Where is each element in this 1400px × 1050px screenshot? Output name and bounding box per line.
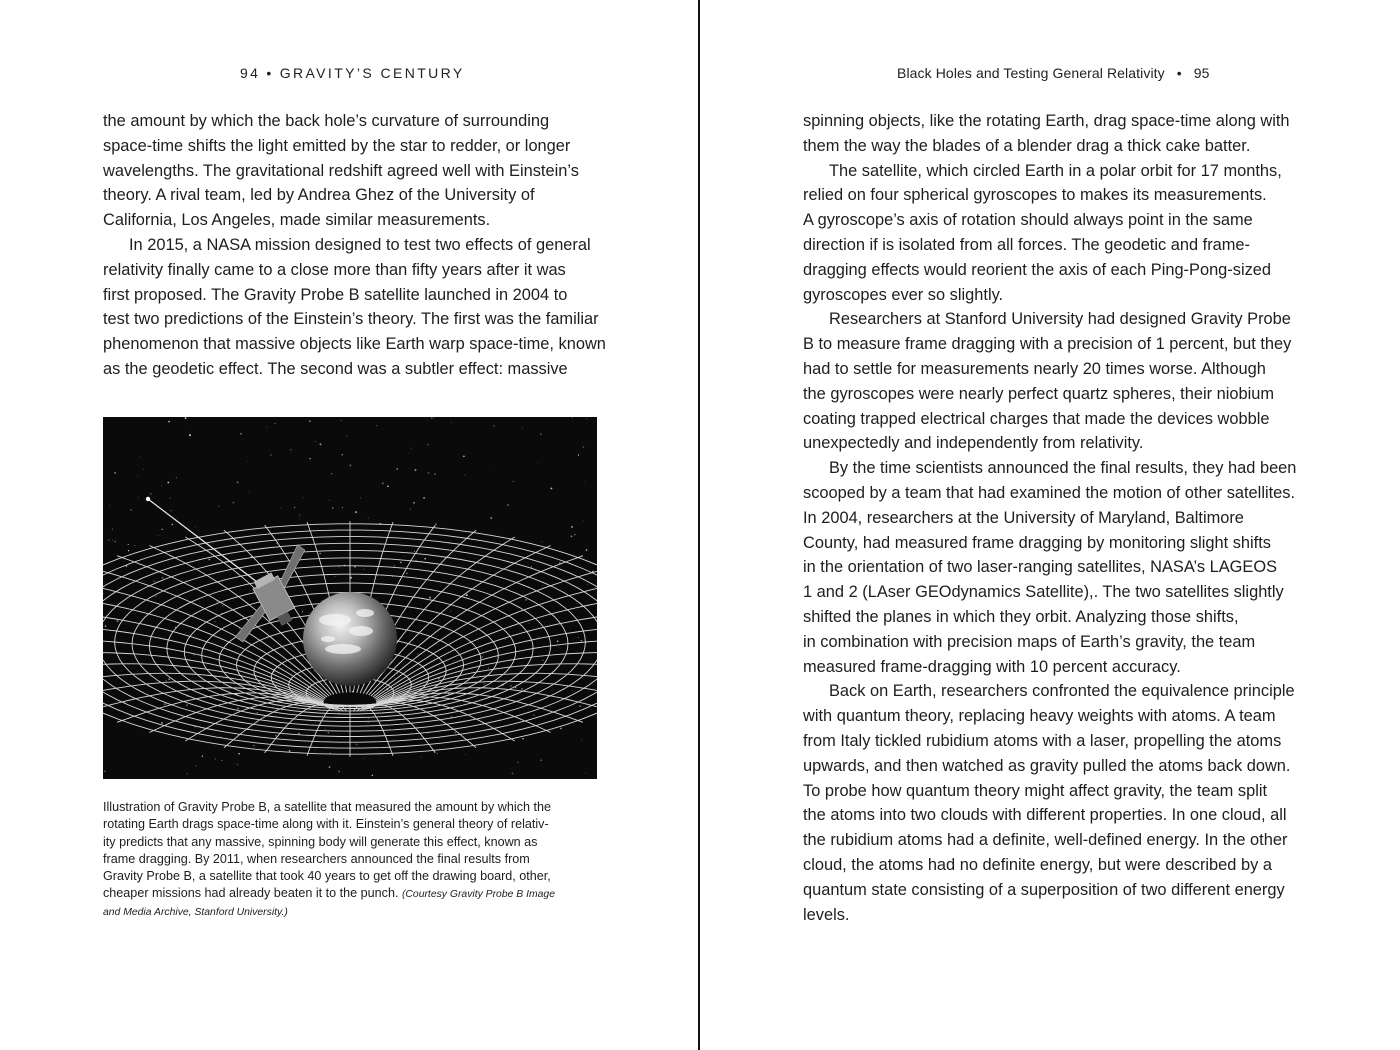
- body-line: The satellite, which circled Earth in a polar orbit for 17 months,: [829, 161, 1282, 180]
- star: [233, 502, 235, 504]
- star: [141, 736, 142, 737]
- star: [417, 654, 418, 655]
- star: [329, 500, 330, 501]
- star: [426, 419, 427, 420]
- star: [165, 680, 167, 682]
- body-line: By the time scientists announced the final results, they had been: [829, 459, 1297, 478]
- body-line: shifted the planes in which they orbit. Analyzing those shifts,: [803, 607, 1239, 626]
- star: [493, 425, 494, 426]
- left-book-title: GRAVITY’S CENTURY: [279, 65, 465, 81]
- star: [355, 511, 357, 513]
- body-line: unexpectedly and independently from relativity.: [803, 434, 1144, 453]
- star: [482, 656, 483, 657]
- star: [488, 667, 489, 668]
- star: [222, 605, 223, 606]
- star: [270, 454, 272, 456]
- star: [302, 611, 303, 612]
- right-page-number: 95: [1193, 65, 1210, 81]
- star: [513, 634, 514, 635]
- star: [237, 708, 239, 710]
- star: [544, 622, 545, 623]
- left-page: [0, 0, 698, 1050]
- star: [168, 678, 169, 679]
- star: [158, 535, 159, 536]
- star: [541, 541, 542, 542]
- body-line: direction if is isolated from all forces. The geodetic and frame-: [803, 235, 1251, 254]
- body-line: In 2004, researchers at the University of Maryland, Baltimore: [803, 508, 1244, 527]
- star: [411, 448, 412, 449]
- star: [350, 577, 352, 579]
- body-line: from Italy tickled rubidium atoms with a laser, propelling the atoms: [803, 731, 1282, 750]
- star: [429, 597, 431, 599]
- body-line: in combination with precision maps of Earth’s gravity, the team: [803, 632, 1256, 651]
- star: [328, 732, 329, 733]
- star: [410, 508, 411, 509]
- body-line: gyroscopes ever so slightly.: [803, 285, 1004, 304]
- star: [581, 740, 582, 741]
- star: [409, 468, 410, 469]
- star: [338, 771, 340, 773]
- star: [541, 760, 542, 761]
- star: [319, 553, 320, 554]
- star: [364, 569, 365, 570]
- star: [368, 722, 369, 723]
- star: [299, 519, 300, 520]
- star: [221, 760, 222, 761]
- star: [168, 421, 170, 423]
- star: [266, 427, 267, 428]
- body-line: space-time shifts the light emitted by the star to redder, or longer: [103, 136, 571, 155]
- star: [322, 600, 323, 601]
- body-line: In 2015, a NASA mission designed to test two effects of general: [129, 235, 591, 254]
- body-line: upwards, and then watched as gravity pulled the atoms back down.: [803, 756, 1291, 775]
- body-line: first proposed. The Gravity Probe B satellite launched in 2004 to: [103, 285, 568, 304]
- star: [454, 661, 455, 662]
- star: [112, 528, 113, 529]
- star: [249, 491, 250, 492]
- star: [550, 487, 552, 489]
- body-line: 1 and 2 (LAser GEOdynamics Satellite),. The two satellites slightly: [803, 583, 1284, 602]
- body-line: had to settle for measurements nearly 20 times worse. Although: [803, 359, 1266, 378]
- star: [583, 446, 585, 448]
- star: [186, 430, 187, 431]
- star: [496, 667, 497, 668]
- star: [572, 417, 573, 418]
- body-line: theory. A rival team, led by Andrea Ghez of the University of: [103, 186, 535, 205]
- star: [161, 485, 162, 486]
- star: [112, 540, 113, 541]
- star: [538, 637, 539, 638]
- star: [414, 551, 415, 552]
- star: [571, 526, 573, 528]
- star: [579, 705, 581, 707]
- gravity-probe-b-illustration: [103, 417, 597, 779]
- star: [214, 621, 215, 622]
- star: [172, 524, 174, 526]
- star: [421, 757, 422, 758]
- body-line: Researchers at Stanford University had designed Gravity Probe: [829, 310, 1291, 329]
- star: [155, 596, 156, 597]
- star: [437, 753, 438, 754]
- star: [490, 517, 492, 519]
- star: [294, 507, 295, 508]
- star: [153, 580, 155, 582]
- caption-line: Illustration of Gravity Probe B, a satellite that measured the amount by which the: [103, 800, 552, 814]
- body-line: the atoms into two clouds with different properties. In one cloud, all: [803, 806, 1287, 825]
- star: [542, 660, 543, 661]
- body-line: the amount by which the back hole’s curvature of surrounding: [103, 112, 550, 130]
- star: [538, 463, 539, 464]
- star: [451, 611, 452, 612]
- star: [360, 498, 361, 499]
- star: [248, 778, 249, 779]
- star: [275, 423, 276, 424]
- star: [484, 683, 486, 685]
- star: [342, 507, 343, 508]
- star: [240, 433, 242, 435]
- left-running-head: [240, 65, 465, 81]
- caption-text: cheaper missions had already beaten it to the punch.: [103, 886, 399, 901]
- star: [531, 566, 532, 567]
- star: [560, 728, 562, 730]
- star: [329, 766, 331, 768]
- left-page-number: 94: [240, 65, 261, 81]
- star: [540, 433, 542, 435]
- star: [170, 510, 172, 512]
- star: [550, 707, 551, 708]
- star: [578, 454, 579, 455]
- body-line: the gyroscopes were nearly perfect quartz spheres, their niobium: [803, 384, 1275, 403]
- body-line: dragging effects would reorient the axis of each Ping-Pong-sized: [803, 260, 1272, 279]
- star: [572, 690, 573, 691]
- star: [109, 505, 110, 506]
- body-line: coating trapped electrical charges that made the devices wobble: [803, 409, 1270, 428]
- star: [225, 591, 226, 592]
- caption-line: ity predicts that any massive, spinning body will generate this effect, known as: [103, 834, 538, 849]
- star: [465, 475, 466, 476]
- star: [150, 493, 152, 495]
- star: [104, 770, 105, 771]
- star: [409, 453, 410, 454]
- star: [143, 469, 144, 470]
- star: [332, 507, 334, 509]
- star: [505, 639, 506, 640]
- body-line: spinning objects, like the rotating Earth, drag space-time along with: [803, 112, 1290, 130]
- star: [213, 543, 214, 544]
- spacetime-grid-figure: [103, 417, 597, 779]
- body-line: County, had measured frame dragging by monitoring slight shifts: [803, 533, 1271, 552]
- star: [455, 732, 456, 733]
- star: [557, 640, 559, 642]
- star: [552, 689, 553, 690]
- star: [368, 517, 369, 518]
- body-line: B to measure frame dragging with a precision of 1 percent, but they: [803, 335, 1292, 354]
- star: [339, 567, 340, 568]
- body-line: California, Los Angeles, made similar measurements.: [103, 211, 491, 230]
- star: [257, 712, 258, 713]
- star: [518, 762, 519, 763]
- star: [331, 473, 332, 474]
- caption-line: Gravity Probe B, a satellite that took 40 years to get off the drawing board, other,: [103, 869, 551, 884]
- star: [209, 559, 211, 561]
- star: [130, 509, 131, 510]
- star: [309, 458, 310, 459]
- right-running-head: [897, 65, 1210, 81]
- star: [114, 472, 116, 474]
- star: [434, 474, 435, 475]
- star: [237, 481, 239, 483]
- star: [239, 629, 240, 630]
- star: [574, 534, 575, 535]
- star: [276, 543, 277, 544]
- star: [423, 497, 425, 499]
- star: [128, 550, 129, 551]
- star: [329, 752, 331, 754]
- body-line: wavelengths. The gravitational redshift agreed well with Einstein’s: [103, 161, 579, 180]
- body-line: quantum state consisting of a superposition of two different energy: [803, 880, 1285, 899]
- body-line: the rubidium atoms had a definite, well-defined energy. In the other: [803, 831, 1288, 850]
- body-line: cloud, the atoms had no definite energy, but were described by a: [803, 855, 1272, 874]
- star: [117, 620, 119, 622]
- star: [289, 750, 291, 752]
- star: [512, 773, 514, 775]
- star: [128, 544, 129, 545]
- star: [185, 417, 187, 419]
- body-line: phenomenon that massive objects like Earth warp space-time, known: [103, 335, 606, 354]
- star: [114, 541, 115, 542]
- star: [513, 481, 514, 482]
- star: [325, 729, 326, 730]
- star: [334, 576, 335, 577]
- star: [585, 773, 586, 774]
- star: [406, 573, 407, 574]
- star: [583, 520, 584, 521]
- star: [493, 466, 494, 467]
- star: [400, 562, 402, 564]
- caption-line: frame dragging. By 2011, when researchers announced the final results from: [103, 851, 530, 866]
- left-head-separator: •: [266, 65, 274, 81]
- star: [218, 506, 219, 507]
- star: [196, 765, 197, 766]
- star: [215, 758, 216, 759]
- caption-line: [103, 885, 597, 903]
- body-line: with quantum theory, replacing heavy weights with atoms. A team: [803, 707, 1276, 726]
- star: [195, 527, 196, 528]
- star: [394, 565, 395, 566]
- star: [571, 536, 573, 538]
- body-line: A gyroscope’s axis of rotation should always point in the same: [803, 211, 1253, 230]
- figure-caption: [103, 799, 597, 921]
- body-line: scooped by a team that had examined the motion of other satellites.: [803, 483, 1296, 502]
- star: [281, 507, 282, 508]
- body-line: test two predictions of the Einstein’s theory. The first was the familiar: [103, 310, 599, 329]
- body-line: To probe how quantum theory might affect gravity, the team split: [803, 781, 1268, 800]
- star: [320, 443, 322, 445]
- star: [299, 514, 300, 515]
- star: [134, 545, 135, 546]
- star: [273, 645, 274, 646]
- star: [404, 556, 405, 557]
- star: [315, 750, 316, 751]
- star: [392, 576, 393, 577]
- star: [435, 523, 437, 525]
- star: [413, 502, 415, 504]
- star: [522, 428, 523, 429]
- star: [164, 703, 166, 705]
- right-page: [700, 0, 1400, 1050]
- star: [302, 497, 303, 498]
- body-line: as the geodetic effect. The second was a subtler effect: massive: [103, 359, 568, 378]
- star: [161, 722, 163, 724]
- star: [387, 486, 389, 488]
- star: [126, 565, 128, 567]
- star: [162, 529, 163, 530]
- body-line: in the orientation of two laser-ranging satellites, NASA’s LAGEOS: [803, 558, 1278, 577]
- star: [427, 444, 428, 445]
- star: [189, 434, 191, 436]
- star: [309, 420, 310, 421]
- star: [427, 733, 428, 734]
- star: [176, 477, 177, 478]
- left-body-text: [103, 109, 606, 382]
- star: [275, 735, 277, 737]
- star: [424, 558, 426, 560]
- star: [140, 456, 141, 457]
- star: [463, 455, 465, 457]
- star: [170, 497, 171, 498]
- star: [587, 584, 588, 585]
- star: [586, 419, 587, 420]
- caption-credit: (Courtesy Gravity Probe B Image: [401, 889, 555, 901]
- star: [315, 441, 316, 442]
- star: [167, 482, 169, 484]
- star: [342, 454, 343, 455]
- star: [253, 745, 254, 746]
- star: [529, 623, 530, 624]
- star: [525, 599, 527, 601]
- chapter-title: Black Holes and Testing General Relativity: [897, 65, 1165, 81]
- star: [138, 497, 139, 498]
- star: [415, 469, 417, 471]
- star: [522, 738, 524, 740]
- star: [451, 422, 452, 423]
- right-body-text: [803, 109, 1295, 927]
- star: [428, 472, 430, 474]
- star: [577, 603, 578, 604]
- star: [396, 468, 398, 470]
- star: [356, 744, 358, 746]
- star: [578, 637, 579, 638]
- star: [510, 685, 511, 686]
- star: [461, 532, 462, 533]
- star: [586, 549, 588, 551]
- star: [108, 539, 110, 541]
- star: [308, 613, 309, 614]
- body-line: relied on four spherical gyroscopes to makes its measurements.: [803, 186, 1267, 205]
- star: [202, 755, 203, 756]
- star: [349, 464, 351, 466]
- star: [290, 449, 291, 450]
- star: [238, 753, 240, 755]
- star: [542, 585, 543, 586]
- star: [347, 435, 348, 436]
- star: [499, 566, 500, 567]
- star: [193, 655, 194, 656]
- star: [247, 461, 248, 462]
- star: [376, 425, 377, 426]
- star: [372, 775, 373, 776]
- star: [187, 773, 188, 774]
- caption-line: rotating Earth drags space-time along with it. Einstein’s general theory of relativ-: [103, 817, 549, 832]
- star: [533, 715, 534, 716]
- star: [237, 764, 238, 765]
- star: [584, 481, 585, 482]
- star: [235, 763, 236, 764]
- guide-star: [146, 497, 150, 501]
- star: [433, 418, 434, 419]
- earth-globe: [303, 592, 397, 686]
- star: [186, 704, 187, 705]
- body-line: them the way the blades of a blender drag a thick cake batter.: [803, 136, 1251, 155]
- star: [521, 688, 522, 689]
- body-line: levels.: [803, 905, 850, 924]
- star: [298, 733, 300, 735]
- star: [431, 417, 432, 418]
- star: [382, 482, 384, 484]
- body-line: Back on Earth, researchers confronted the equivalence principle: [829, 682, 1295, 701]
- right-head-separator: •: [1176, 65, 1182, 81]
- star: [466, 594, 468, 596]
- star: [364, 758, 365, 759]
- star: [105, 625, 107, 627]
- star: [341, 420, 342, 421]
- body-line: measured frame-dragging with 10 percent accuracy.: [803, 657, 1181, 676]
- star: [162, 577, 164, 579]
- star: [581, 640, 582, 641]
- star: [507, 504, 509, 506]
- body-line: relativity finally came to a close more than fifty years after it was: [103, 260, 566, 279]
- star: [137, 475, 138, 476]
- caption-credit: and Media Archive, Stanford University.): [103, 906, 288, 918]
- star: [465, 754, 466, 755]
